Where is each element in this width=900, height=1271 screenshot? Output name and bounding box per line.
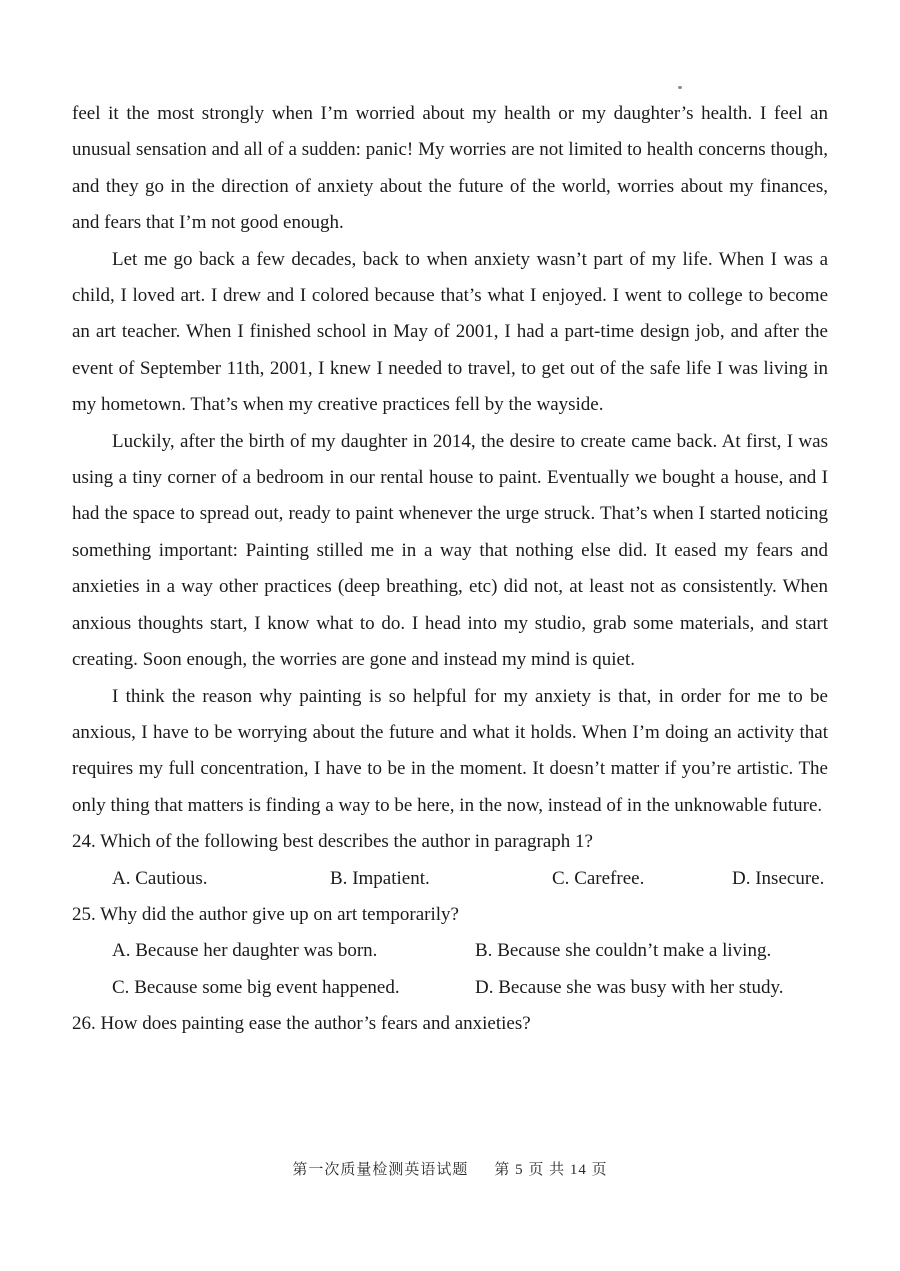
option-label: A. xyxy=(112,940,131,962)
option-text: Cautious. xyxy=(135,867,208,889)
passage-paragraph-3: Luckily, after the birth of my daughter in 2014, the desire to create came back. At first, I was using a tiny corner of a bedroom in our rental house to paint. Eventually we bought a house, and I had the space to spread out, ready to paint whenever the urge struck. That’s when I started noticing something important: Painting stilled me in a way that nothing else did. It eased my fears and anxieties in a way other practices (deep breathing, etc) did not, at least not as consistently. When anxious thoughts start, I know what to do. I head into my studio, grab some materials, and start creating. Soon enough, the worries are gone and instead my mind is quiet. xyxy=(72,430,828,671)
page-footer xyxy=(0,1158,900,1179)
question-24-option-a xyxy=(112,861,208,897)
question-25-number: 25. xyxy=(72,903,96,925)
option-text: Insecure. xyxy=(755,867,825,889)
reading-passage-section xyxy=(72,96,828,1043)
question-24-option-c xyxy=(552,861,644,897)
option-text: Impatient. xyxy=(352,867,430,889)
question-25-options-row-2 xyxy=(72,970,828,1006)
question-24-option-b xyxy=(330,861,430,897)
option-label: B. xyxy=(330,867,348,889)
question-25-prompt xyxy=(72,897,828,933)
passage-paragraph-4: I think the reason why painting is so helpful for my anxiety is that, in order for me to be anxious, I have to be worrying about the future and what it holds. When I’m doing an activity that requires my full concentration, I have to be in the moment. It doesn’t matter if you’re artistic. The only thing that matters is finding a way to be here, in the now, instead of in the unknowable future. xyxy=(72,685,828,816)
passage-paragraph-1: feel it the most strongly when I’m worried about my health or my daughter’s health. I feel an unusual sensation and all of a sudden: panic! My worries are not limited to health concerns though, and they go in the direction of anxiety about the future of the world, worries about my finances, and fears that I’m not good enough. xyxy=(72,103,828,234)
scan-artifact-dot xyxy=(678,86,682,89)
question-26-number: 26. xyxy=(72,1013,96,1035)
option-text: Because she was busy with her study. xyxy=(498,976,784,998)
option-label: B. xyxy=(475,940,493,962)
question-26-prompt xyxy=(72,1006,828,1042)
footer-exam-title: 第一次质量检测英语试题 xyxy=(292,1162,469,1178)
option-label: A. xyxy=(112,867,131,889)
question-25-option-a xyxy=(112,933,377,969)
question-24-option-d xyxy=(732,861,824,897)
question-24-text: Which of the following best describes the author in paragraph 1? xyxy=(100,831,593,853)
option-label: D. xyxy=(732,867,751,889)
question-25-options-row-1 xyxy=(72,933,828,969)
option-label: C. xyxy=(112,976,130,998)
option-label: D. xyxy=(475,976,494,998)
question-25-text: Why did the author give up on art temporarily? xyxy=(100,903,459,925)
question-24-prompt xyxy=(72,824,828,860)
question-25-option-c xyxy=(112,970,400,1006)
question-26-text: How does painting ease the author’s fears and anxieties? xyxy=(100,1013,531,1035)
question-25-option-d xyxy=(475,970,784,1006)
option-label: C. xyxy=(552,867,570,889)
question-25-option-b xyxy=(475,933,771,969)
question-24-options xyxy=(72,861,828,897)
option-text: Because some big event happened. xyxy=(134,976,400,998)
passage-paragraph-2: Let me go back a few decades, back to when anxiety wasn’t part of my life. When I was a child, I loved art. I drew and I colored because that’s what I enjoyed. I went to college to become an art teacher. When I finished school in May of 2001, I had a part-time design job, and after the event of September 11th, 2001, I knew I needed to travel, to get out of the safe life I was living in my hometown. That’s when my creative practices fell by the wayside. xyxy=(72,248,828,416)
footer-page-info: 第 5 页 共 14 页 xyxy=(494,1162,608,1178)
option-text: Because she couldn’t make a living. xyxy=(497,940,772,962)
option-text: Carefree. xyxy=(574,867,645,889)
question-24-number: 24. xyxy=(72,831,96,853)
option-text: Because her daughter was born. xyxy=(135,940,378,962)
